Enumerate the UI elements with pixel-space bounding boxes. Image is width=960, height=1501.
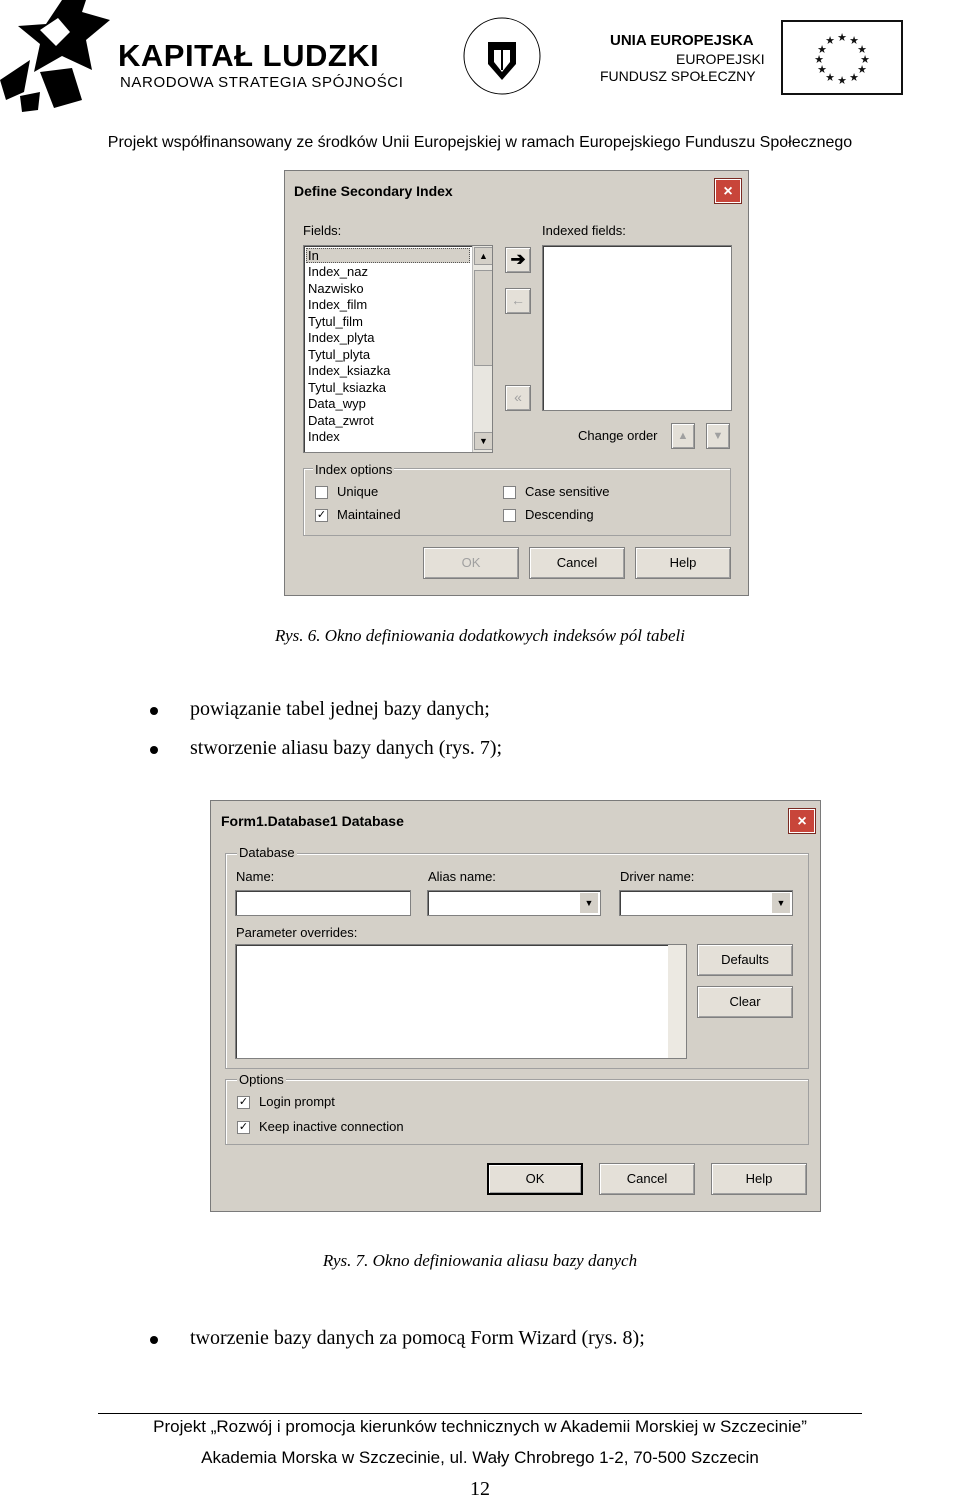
- kapital-title: KAPITAŁ LUDZKI: [118, 38, 380, 73]
- eu-flag: [781, 20, 903, 95]
- bullet-text: stworzenie aliasu bazy danych (rys. 7);: [190, 737, 503, 759]
- defaults-button[interactable]: Defaults: [697, 944, 793, 976]
- bullet-icon: [150, 746, 158, 754]
- svg-text:★: ★: [825, 71, 835, 84]
- help-button[interactable]: Help: [635, 547, 731, 579]
- cancel-button[interactable]: Cancel: [529, 547, 625, 579]
- change-order-label: Change order: [578, 428, 658, 443]
- alias-name-label: Alias name:: [428, 869, 496, 884]
- close-icon[interactable]: ×: [789, 809, 815, 833]
- driver-name-select[interactable]: [619, 890, 793, 916]
- parameter-overrides-label: Parameter overrides:: [236, 925, 358, 940]
- close-icon[interactable]: ×: [715, 179, 741, 203]
- define-secondary-index-dialog: [284, 170, 749, 596]
- help-button[interactable]: Help: [711, 1163, 807, 1195]
- svg-text:★: ★: [825, 34, 835, 47]
- keep-inactive-checkbox[interactable]: ✓: [238, 1121, 249, 1133]
- options-group-label: Options: [239, 1072, 284, 1087]
- scrollbar[interactable]: [472, 246, 493, 452]
- list-item[interactable]: Index_film: [308, 297, 368, 312]
- index-options-group: [303, 468, 731, 536]
- academy-emblem-icon: [462, 12, 542, 100]
- parameter-overrides-textarea[interactable]: [235, 944, 687, 1059]
- chevron-down-icon[interactable]: ▼: [772, 893, 790, 913]
- cancel-button[interactable]: Cancel: [599, 1163, 695, 1195]
- login-prompt-label: Login prompt: [259, 1094, 335, 1109]
- ue-line1: UNIA EUROPEJSKA: [610, 32, 754, 49]
- kapital-subtitle: NARODOWA STRATEGIA SPÓJNOŚCI: [120, 74, 404, 91]
- bullet-icon: [150, 707, 158, 715]
- remove-field-arrow-icon[interactable]: ←: [505, 288, 531, 314]
- scroll-up-icon[interactable]: ▲: [474, 247, 493, 265]
- add-field-arrow-icon[interactable]: ➔: [505, 247, 531, 273]
- list-item[interactable]: Data_wyp: [308, 396, 366, 411]
- caption-fig6: Rys. 6. Okno definiowania dodatkowych indeksów pól tabeli: [275, 626, 685, 645]
- ok-button[interactable]: OK: [487, 1163, 583, 1195]
- login-prompt-checkbox[interactable]: ✓: [238, 1096, 249, 1108]
- fields-label: Fields:: [303, 223, 342, 238]
- maintained-label: Maintained: [337, 507, 401, 522]
- indexed-fields-listbox[interactable]: [542, 245, 732, 411]
- dialog-title: Form1.Database1 Database: [221, 813, 404, 829]
- page-number: 12: [470, 1478, 490, 1500]
- list-item[interactable]: Index_ksiazka: [308, 363, 391, 378]
- kapital-star-emblem: [0, 0, 112, 115]
- list-item[interactable]: Index_plyta: [308, 330, 375, 345]
- svg-text:★: ★: [849, 71, 859, 84]
- ue-line2: EUROPEJSKI: [676, 51, 765, 67]
- bullet-icon: [150, 1336, 158, 1344]
- ue-line3: FUNDUSZ SPOŁECZNY: [600, 68, 756, 84]
- footer-address: Akademia Morska w Szczecinie, ul. Wały Chrobrego 1-2, 70-500 Szczecin: [201, 1448, 759, 1467]
- clear-fields-icon[interactable]: «: [505, 385, 531, 411]
- case-sensitive-checkbox[interactable]: [503, 486, 516, 499]
- fields-listbox[interactable]: [303, 245, 493, 453]
- descending-label: Descending: [525, 507, 594, 522]
- svg-text:★: ★: [857, 63, 867, 76]
- cofinanced-line: Projekt współfinansowany ze środków Unii Europejskiej w ramach Europejskiego Funduszu Społecznego: [107, 134, 853, 151]
- list-item[interactable]: Tytul_ksiazka: [308, 380, 387, 395]
- alias-name-select[interactable]: [427, 890, 601, 916]
- maintained-checkbox[interactable]: ✓: [316, 509, 327, 521]
- svg-text:★: ★: [857, 43, 867, 56]
- options-group: [225, 1079, 809, 1145]
- dialog-title: Define Secondary Index: [294, 183, 453, 199]
- descending-checkbox[interactable]: [503, 509, 516, 522]
- driver-name-label: Driver name:: [620, 869, 695, 884]
- eu-stars-icon: [783, 22, 901, 93]
- chevron-down-icon[interactable]: ▼: [580, 893, 598, 913]
- svg-text:★: ★: [837, 74, 847, 87]
- scroll-thumb[interactable]: [474, 270, 493, 366]
- move-up-icon[interactable]: ▲: [671, 423, 695, 449]
- list-item[interactable]: Tytul_film: [308, 314, 363, 329]
- database-dialog: [210, 800, 821, 1212]
- list-item[interactable]: Data_zwrot: [308, 413, 374, 428]
- caption-fig7: Rys. 7. Okno definiowania aliasu bazy danych: [322, 1251, 638, 1270]
- list-item[interactable]: Tytul_plyta: [308, 347, 371, 362]
- unique-checkbox[interactable]: [315, 486, 328, 499]
- case-sensitive-label: Case sensitive: [525, 484, 610, 499]
- svg-text:★: ★: [814, 53, 824, 66]
- bullet-text: powiązanie tabel jednej bazy danych;: [190, 698, 490, 720]
- list-item[interactable]: Nazwisko: [308, 281, 364, 296]
- svg-text:★: ★: [860, 53, 870, 66]
- svg-text:★: ★: [817, 63, 827, 76]
- footer-project: Projekt „Rozwój i promocja kierunków technicznych w Akademii Morskiej w Szczecinie”: [153, 1417, 807, 1436]
- svg-text:★: ★: [837, 31, 847, 44]
- list-selection: [306, 248, 470, 263]
- clear-button[interactable]: Clear: [697, 986, 793, 1018]
- move-down-icon[interactable]: ▼: [706, 423, 730, 449]
- name-input[interactable]: [235, 890, 411, 916]
- footer-divider: [98, 1413, 862, 1414]
- name-label: Name:: [236, 869, 275, 884]
- list-item[interactable]: In: [308, 248, 319, 263]
- list-item[interactable]: Index: [308, 429, 340, 444]
- index-options-label: Index options: [315, 462, 393, 477]
- database-group-label: Database: [239, 845, 295, 860]
- list-item[interactable]: Index_naz: [308, 264, 368, 279]
- svg-text:★: ★: [849, 34, 859, 47]
- svg-text:★: ★: [817, 43, 827, 56]
- bullet-text: tworzenie bazy danych za pomocą Form Wizard (rys. 8);: [190, 1327, 645, 1349]
- scrollbar[interactable]: [668, 945, 686, 1058]
- keep-inactive-label: Keep inactive connection: [259, 1119, 404, 1134]
- indexed-fields-label: Indexed fields:: [542, 223, 626, 238]
- unique-label: Unique: [337, 484, 379, 499]
- scroll-down-icon[interactable]: ▼: [474, 432, 493, 450]
- ok-button[interactable]: OK: [423, 547, 519, 579]
